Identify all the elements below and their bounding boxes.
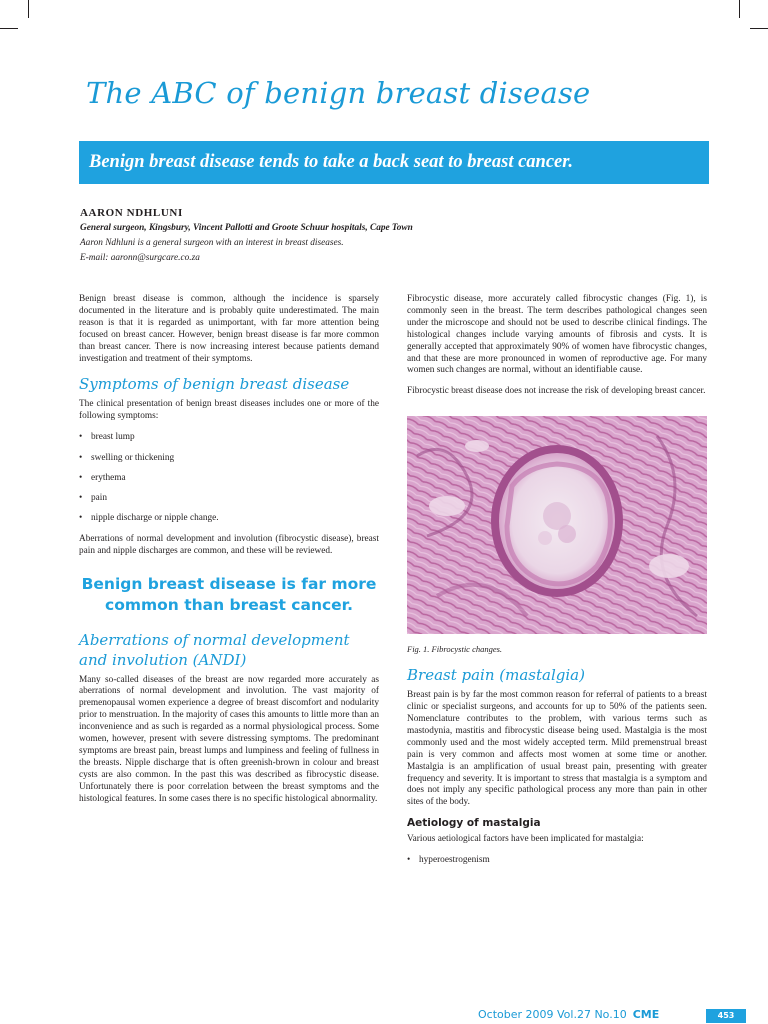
aetiology-list — [407, 855, 707, 867]
micrograph-figure — [407, 416, 707, 634]
aetiology-intro: Various aetiological factors have been implicated for mastalgia: — [407, 834, 644, 845]
andi-paragraph: Many so-called diseases of the breast are now regarded more accurately as aberrations of normal development and involution. The vast majority of premenopausal women experience a degree of breast discomfort and nodularity prior to menstruation. In the majority of cases this amounts to little more than an inconvenience and as such is regarded as a normal physiological process. Some women, however, present with severe distressing symptoms. The predominant symptoms are breast pain, breast lumps and lumpiness and feeling of fullness in the breasts. Nipple discharge that is often greenish-brown in colour and breast cysts are also common. In the past this was described as fibrocystic disease. Unfortunately there is poor correlation between the breast symptoms and the histological features. In some cases there is no specific histological abnormality. — [79, 674, 379, 804]
list-item: • hyperoestrogenism — [407, 855, 707, 867]
journal-name: CME — [632, 1008, 660, 1021]
author-affiliation: General surgeon, Kingsbury, Vincent Pallotti and Groote Schuur hospitals, Cape Town — [80, 223, 413, 233]
figure-caption: Fig. 1. Fibrocystic changes. — [407, 644, 503, 655]
crop-mark — [0, 28, 18, 29]
issue-info: October 2009 Vol.27 No.10 — [478, 1008, 627, 1021]
symptoms-list — [79, 432, 379, 525]
list-item: • erythema — [79, 473, 379, 485]
section-heading-andi: Aberrations of normal development and involution (ANDI) — [79, 630, 350, 669]
author-email: E-mail: aaronn@surgcare.co.za — [80, 253, 200, 263]
list-item: • nipple discharge or nipple change. — [79, 513, 379, 525]
section-heading-mastalgia: Breast pain (mastalgia) — [407, 666, 585, 685]
article-title: The ABC of benign breast disease — [86, 76, 591, 110]
page-number: 453 — [706, 1009, 746, 1023]
issue-footer — [478, 1008, 659, 1021]
crop-mark — [739, 0, 740, 18]
aetiology-heading: Aetiology of mastalgia — [407, 817, 541, 830]
author-block — [80, 207, 700, 266]
list-item: • pain — [79, 493, 379, 505]
left-column — [79, 294, 379, 815]
author-name: AARON NDHLUNI — [80, 207, 183, 219]
intro-paragraph: Benign breast disease is common, although the incidence is sparsely documented in the literature and is probably quite underestimated. The main reason is that it is regarded as unimportant, with far more attention being focused on breast cancer. However, benign breast disease is far more common than breast cancer. There is now increasing interest because patients demand investigation and treatment of their symptoms. — [79, 294, 379, 364]
symptoms-outro: Aberrations of normal development and involution (fibrocystic disease), breast pain and nipple discharges are common, and these will be reviewed. — [79, 533, 379, 556]
micrograph-image — [407, 416, 707, 634]
right-column — [407, 294, 707, 875]
list-item: • swelling or thickening — [79, 453, 379, 465]
mastalgia-paragraph: Breast pain is by far the most common reason for referral of patients to a breast clinic or specialist surgeons, and accounts for up to 50% of the patients seen. Nomenclature contributes to the problem, with various terms such as mastodynia, mastitis and fibrocystic disease being used. Mastalgia is the most commonly used and the most widely accepted term. Mild premenstrual breast pain is very common and affects most women at some time or another. Mastalgia is an amplification of usual breast pain, presenting with greater frequency and severity. It is important to stress that mastalgia is a symptom and does not imply any specific pathological process any more than pain in other sites of the body. — [407, 690, 707, 808]
fibrocystic-risk-paragraph: Fibrocystic breast disease does not increase the risk of developing breast cancer. — [407, 386, 706, 397]
author-bio: Aaron Ndhluni is a general surgeon with an interest in breast diseases. — [80, 238, 344, 248]
pull-quote: Benign breast disease is far more common than breast cancer. — [81, 574, 377, 614]
crop-mark — [750, 28, 768, 29]
fibrocystic-paragraph: Fibrocystic disease, more accurately called fibrocystic changes (Fig. 1), is commonly seen in the breast. The term describes pathological changes seen under the microscope and should not be used to describe clinical findings. The histological changes include varying amounts of fibrosis and cysts. It is generally accepted that approximately 90% of women have fibrocystic changes, and that these are more pronounced in women of reproductive age. For many women such changes are normal, without an identifiable cause. — [407, 294, 707, 376]
standfirst-banner: Benign breast disease tends to take a back seat to breast cancer. — [79, 141, 709, 184]
symptoms-intro: The clinical presentation of benign breast diseases includes one or more of the following symptoms: — [79, 399, 379, 422]
section-heading-symptoms: Symptoms of benign breast disease — [79, 375, 350, 394]
list-item: • breast lump — [79, 432, 379, 444]
crop-mark — [28, 0, 29, 18]
